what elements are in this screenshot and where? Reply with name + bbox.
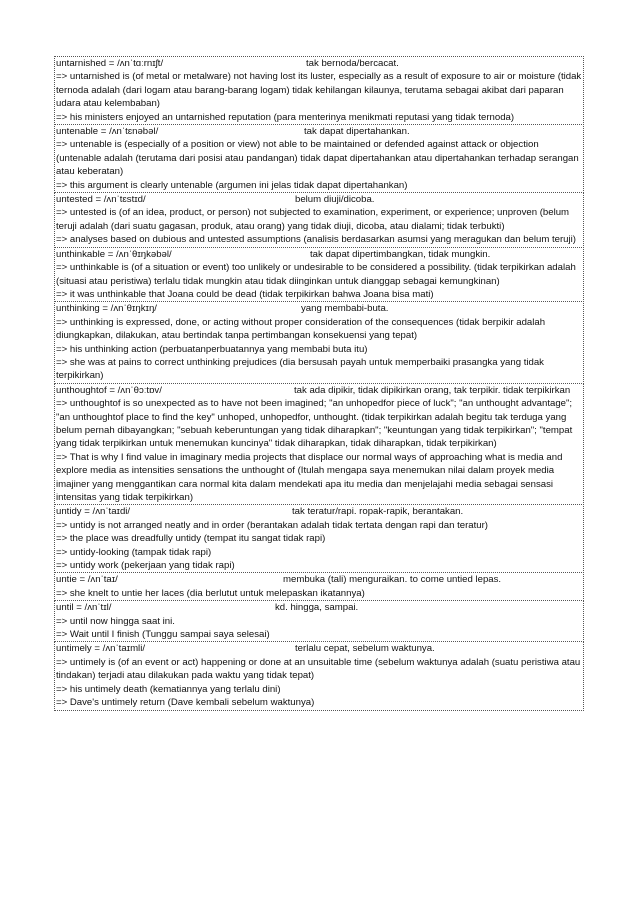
entry-untie	[54, 572, 584, 601]
entry-line: => untidy work (pekerjaan yang tidak rapi)	[56, 560, 235, 572]
entry-headline	[56, 642, 582, 655]
entry-untenable	[54, 124, 584, 193]
entry-headline	[56, 302, 582, 315]
entry-line: => That is why I find value in imaginary media projects that displace our normal ways of approaching what is media and explore media as intensities sensations the unthought of (Itulah mengapa saya menemukan nilai dalam proyek media imajiner yang menggantikan cara normal kita dalam mendekati apa itu media dan menjelajahi media sebagai sensasi intensitas yang tidak terpikirkan)	[56, 451, 563, 503]
headword: untimely = /ʌnˈtaɪmli/	[56, 643, 145, 655]
translation: membuka (tali) menguraikan. to come untied lepas.	[283, 574, 502, 586]
entry-line: => the place was dreadfully untidy (tempat itu sangat tidak rapi)	[56, 533, 326, 545]
entry-line: => she was at pains to correct unthinking prejudices (dia bersusah payah untuk memperbaiki prasangka yang tidak terpikirkan)	[56, 356, 544, 382]
entry-unthinkable	[54, 247, 584, 303]
translation: tak ada dipikir, tidak dipikirkan orang, tak terpikir. tidak terpikirkan	[294, 384, 571, 396]
entry-headline	[56, 193, 582, 206]
headword: unthinkable = /ʌnˈθɪŋkəbəl/	[56, 248, 172, 260]
headword: untie = /ʌnˈtaɪ/	[56, 574, 118, 586]
entry-line: => it was unthinkable that Joana could be dead (tidak terpikirkan bahwa Joana bisa mati)	[56, 288, 434, 300]
translation: tak bernoda/bercacat.	[306, 58, 399, 69]
entry-line: => untidy-looking (tampak tidak rapi)	[56, 546, 212, 558]
entry-line: => Dave's untimely return (Dave kembali sebelum waktunya)	[56, 697, 315, 709]
entry-line: => untidy is not arranged neatly and in order (berantakan adalah tidak tertata dengan rapi dan teratur)	[56, 519, 489, 531]
entry-line: => untested is (of an idea, product, or person) not subjected to examination, experiment, or experience; unproven (belum teruji adalah (dari suatu gagasan, produk, atau orang) yang tidak diuji, dicoba, atau dialami; tidak terbukti)	[56, 207, 570, 232]
translation: kd. hingga, sampai.	[275, 602, 359, 614]
headword: untidy = /ʌnˈtaɪdi/	[56, 506, 131, 518]
entry-line: => his unthinking action (perbuatanperbuatannya yang membabi buta itu)	[56, 343, 368, 355]
entry-line: => untenable is (especially of a position or view) not able to be maintained or defended against attack or objection (untenable adalah (terutama dari posisi atau pandangan) tidak dapat dipertahankan atau dipertahankan terhadap serangan atau keberatan)	[56, 139, 579, 178]
entry-untidy	[54, 504, 584, 573]
entry-line: => untimely is (of an event or act) happening or done at an unsuitable time (sebelum waktunya adalah (suatu peristiwa atau tindakan) terjadi atau dilakukan pada waktu yang tidak tepat)	[56, 656, 581, 682]
headword: until = /ʌnˈtɪl/	[56, 602, 112, 614]
entry-line: => his ministers enjoyed an untarnished reputation (para menterinya menikmati reputasi yang tidak ternoda)	[56, 111, 515, 123]
dictionary-page	[54, 57, 584, 711]
headword: untested = /ʌnˈtɛstɪd/	[56, 194, 146, 206]
headword: unthinking = /ʌnˈθɪŋkɪŋ/	[56, 303, 157, 315]
entry-headline	[56, 248, 582, 261]
entry-line: => until now hingga saat ini.	[56, 615, 175, 627]
translation: tak teratur/rapi. ropak-rapik, berantakan.	[292, 506, 464, 518]
entry-until	[54, 600, 584, 642]
entry-line: => Wait until I finish (Tunggu sampai saya selesai)	[56, 629, 270, 641]
entry-line: => untarnished is (of metal or metalware) not having lost its luster, especially as a result of exposure to air or moisture (tidak ternoda adalah (dari logam atau barang-barang logam) tidak kehilangan kilaunya, terutama sebagai akibat dari paparan udara atau kelembaban)	[56, 71, 582, 110]
entry-headline	[56, 601, 582, 614]
entry-headline	[56, 384, 582, 397]
entry-line: => analyses based on dubious and untested assumptions (analisis berdasarkan asumsi yang meragukan dan belum teruji)	[56, 234, 576, 246]
translation: terlalu cepat, sebelum waktunya.	[295, 643, 435, 655]
entry-line: => unthinkable is (of a situation or event) too unlikely or undesirable to be considered a possibility. (tidak terpikirkan adalah (situasi atau peristiwa) terlalu tidak mungkin atau tidak diinginkan untuk dianggap sebagai kemungkinan)	[56, 262, 576, 287]
headword: untenable = /ʌnˈtɛnəbəl/	[56, 126, 159, 138]
entry-headline	[56, 57, 582, 70]
translation: tak dapat dipertimbangkan, tidak mungkin.	[310, 248, 491, 260]
entry-unthoughtof	[54, 383, 584, 506]
translation: yang membabi-buta.	[301, 303, 389, 315]
entry-headline	[56, 125, 582, 138]
translation: belum diuji/dicoba.	[295, 194, 375, 206]
entry-headline	[56, 573, 582, 586]
entry-line: => unthinking is expressed, done, or acting without proper consideration of the consequences (tidak berpikir adalah diungkapkan, dilakukan, atau bertindak tanpa pertimbangan konsekuensi yang tepat)	[56, 316, 546, 342]
entry-line: => this argument is clearly untenable (argumen ini jelas tidak dapat dipertahankan)	[56, 179, 408, 191]
entry-headline	[56, 505, 582, 518]
entry-line: => unthoughtof is so unexpected as to have not been imagined; "an unhopedfor piece of luck"; "an unthought advantage"; "an unthoughtof place to find the key" unhoped, unhopedfor, unthought. (tidak terpikirkan adalah begitu tak terduga yang belum pernah dibayangkan; "sebuah keberuntungan yang tidak diharapkan"; "keuntungan yang tidak terpikirkan"; "tempat yang tidak terpikirkan untuk menemukan kuncinya" tidak diharapkan, tidak diharapkan, tidak terpikirkan)	[56, 398, 573, 450]
entry-line: => his untimely death (kematiannya yang terlalu dini)	[56, 683, 281, 695]
entry-untimely	[54, 641, 584, 710]
headword: unthoughtof = /ʌnˈθɔːtɒv/	[56, 384, 162, 396]
entry-unthinking	[54, 301, 584, 383]
translation: tak dapat dipertahankan.	[304, 126, 410, 138]
headword: untarnished = /ʌnˈtɑːrnɪʃt/	[56, 58, 164, 69]
entry-line: => she knelt to untie her laces (dia berlutut untuk melepaskan ikatannya)	[56, 587, 365, 599]
entry-untested	[54, 192, 584, 248]
entry-untarnished	[54, 56, 584, 125]
